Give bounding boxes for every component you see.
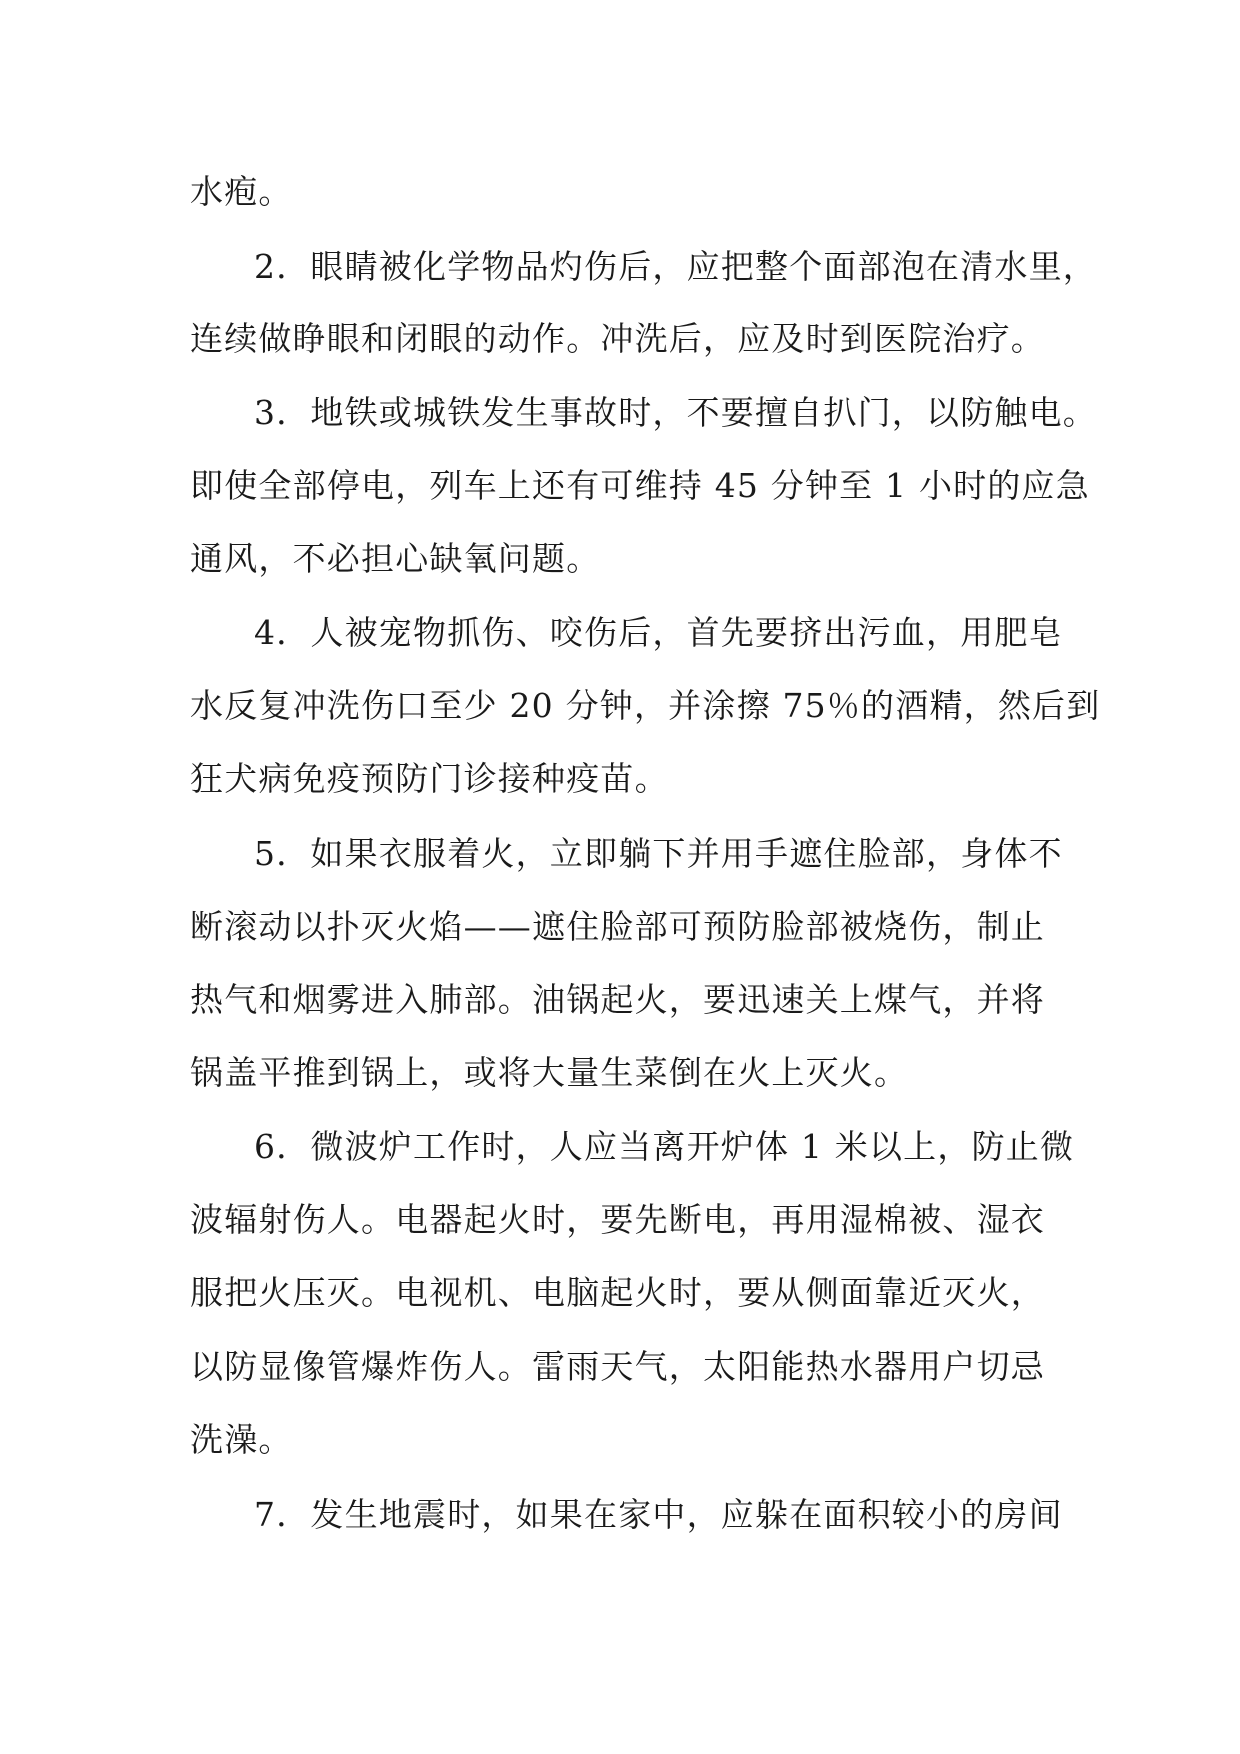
text-line: 2．眼睛被化学物品灼伤后，应把整个面部泡在清水里， [254,247,1097,286]
text-line: 6．微波炉工作时，人应当离开炉体 1 米以上，防止微 [254,1127,1075,1166]
text-line: 断滚动以扑灭火焰——遮住脸部可预防脸部被烧伤，制止 [190,907,1045,946]
text-line: 4．人被宠物抓伤、咬伤后，首先要挤出污血，用肥皂 [254,613,1063,652]
text-line: 通风，不必担心缺氧问题。 [190,539,601,578]
text-line: 3．地铁或城铁发生事故时，不要擅自扒门，以防触电。 [254,393,1097,432]
text-line: 连续做睁眼和闭眼的动作。冲洗后，应及时到医院治疗。 [190,319,1045,358]
text-line: 热气和烟雾进入肺部。油锅起火，要迅速关上煤气，并将 [190,980,1045,1019]
text-line: 7．发生地震时，如果在家中，应躲在面积较小的房间 [254,1495,1063,1534]
text-line: 洗澡。 [190,1420,293,1459]
text-line: 以防显像管爆炸伤人。雷雨天气，太阳能热水器用户切忌 [190,1347,1045,1386]
text-line: 狂犬病免疫预防门诊接种疫苗。 [190,759,669,798]
text-line: 水反复冲洗伤口至少 20 分钟，并涂擦 75％的酒精，然后到 [190,686,1101,725]
text-line: 锅盖平推到锅上，或将大量生菜倒在火上灭火。 [190,1053,909,1092]
text-line: 即使全部停电，列车上还有可维持 45 分钟至 1 小时的应急 [190,466,1090,505]
text-line: 波辐射伤人。电器起火时，要先断电，再用湿棉被、湿衣 [190,1200,1045,1239]
text-line: 水疱。 [190,172,293,211]
text-line: 服把火压灭。电视机、电脑起火时，要从侧面靠近灭火， [190,1273,1045,1312]
text-line: 5．如果衣服着火，立即躺下并用手遮住脸部，身体不 [254,834,1063,873]
